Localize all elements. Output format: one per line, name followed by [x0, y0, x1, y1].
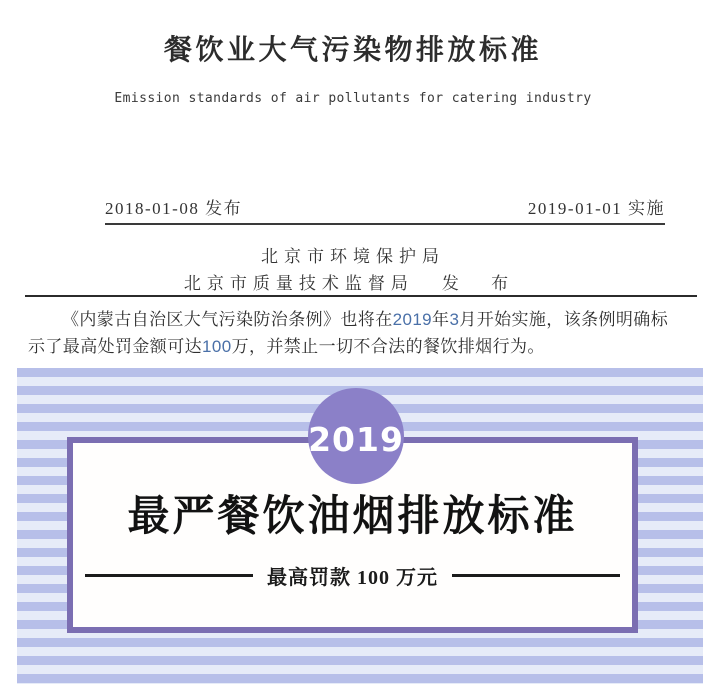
para-text-4: 万，并禁止一切不合法的餐饮排烟行为。 — [231, 337, 545, 356]
standard-title-en: Emission standards of air pollutants for catering industry — [114, 91, 592, 106]
right-rule-line — [452, 574, 620, 577]
para-text-2: 年 — [432, 310, 450, 329]
implement-date: 2019-01-01 实施 — [527, 199, 665, 218]
para-highlight-month: 3 — [449, 310, 460, 329]
left-rule-line — [85, 574, 253, 577]
banner-subrow — [73, 561, 632, 590]
para-text-3: 月开始实施，该条例明确标示了最高处罚金额可达 — [28, 310, 669, 356]
publish-date: 2018-01-08 发布 — [105, 199, 243, 218]
agency-line-1: 北京市环境保护局 — [261, 247, 445, 266]
para-highlight-amount: 100 — [202, 337, 232, 356]
news-paragraph — [28, 306, 680, 360]
para-text-1: 《内蒙古自治区大气污染防治条例》也将在 — [62, 310, 393, 329]
cover-divider — [25, 295, 697, 297]
agency-line-2: 北京市质量技术监督局 — [183, 274, 414, 293]
publish-label: 发 布 — [441, 274, 523, 293]
issuing-agencies — [0, 243, 706, 297]
banner-headline: 最严餐饮油烟排放标准 — [127, 494, 578, 540]
para-highlight-year: 2019 — [392, 310, 433, 329]
standard-title-cn: 餐饮业大气污染物排放标准 — [163, 34, 542, 65]
year-badge — [308, 388, 404, 484]
fine-amount-label: 最高罚款 100 万元 — [267, 567, 438, 589]
dates-row — [105, 194, 665, 225]
year-badge-label: 2019 — [308, 419, 404, 459]
